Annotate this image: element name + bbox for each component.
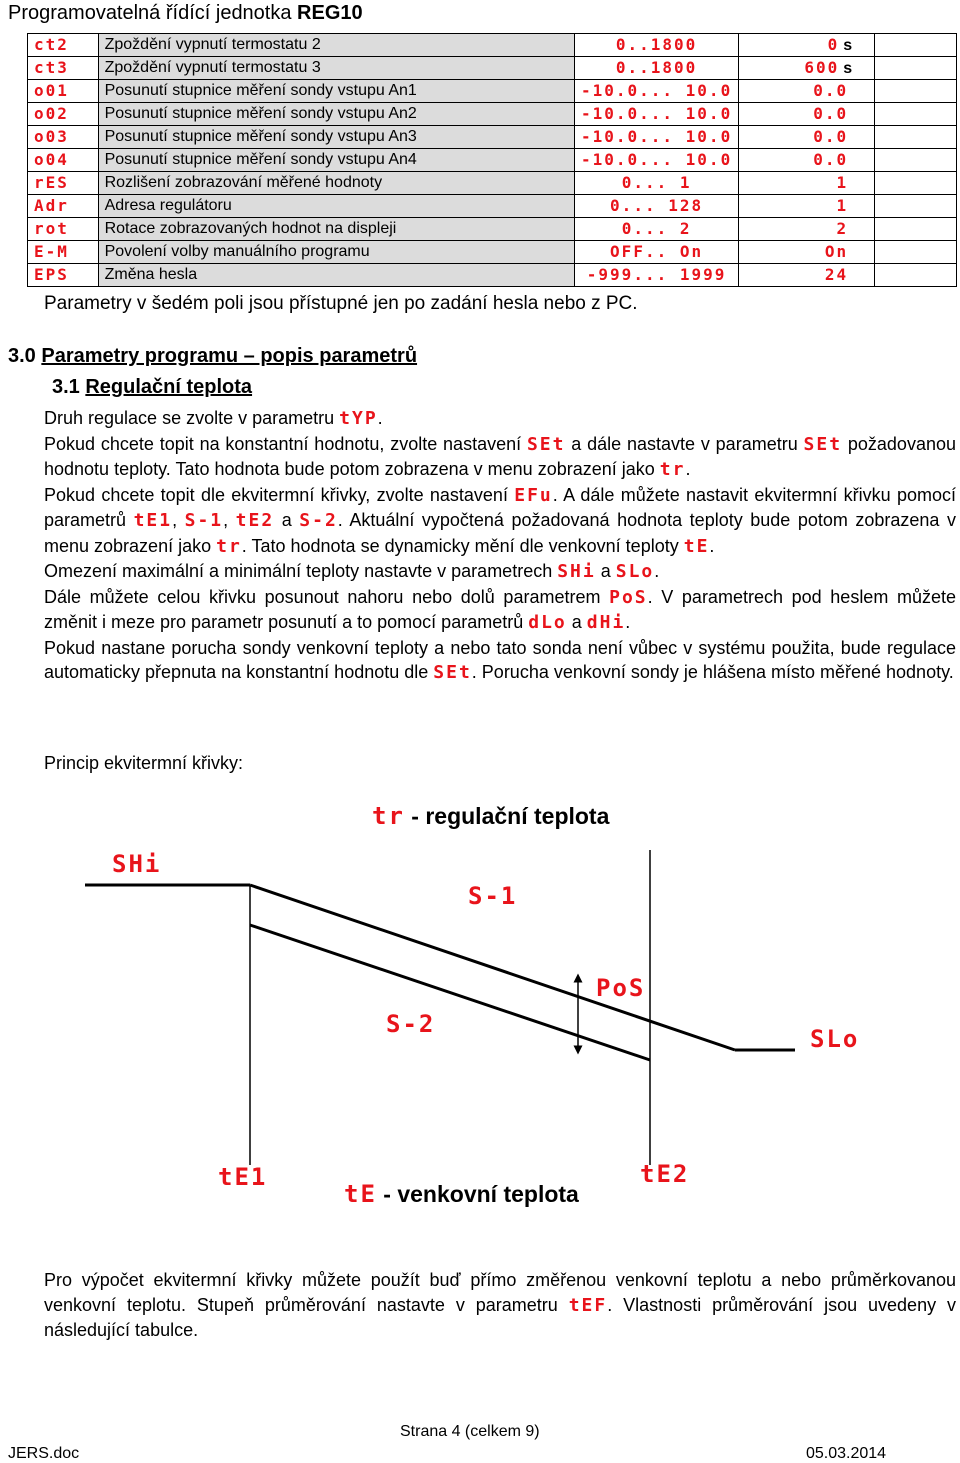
param-default: 0.0 (739, 126, 875, 149)
param-range: -10.0... 10.0 (574, 126, 738, 149)
param-description: Rozlišení zobrazování měřené hodnoty (98, 172, 574, 195)
param-empty-cell (875, 149, 957, 172)
table-row (28, 126, 957, 149)
param-code: o04 (28, 149, 99, 172)
param-range: 0... 128 (574, 195, 738, 218)
paragraph-1: Druh regulace se zvolte v parametru tYP. (44, 408, 383, 429)
param-description: Posunutí stupnice měření sondy vstupu An2 (98, 103, 574, 126)
paragraph-3: Pokud chcete topit dle ekvitermní křivky, zvolte nastavení EFu. A dále můžete nastavit ekvitermní křivku pomocí parametrů tE1, S-1, tE2 a S-2. Aktuální vypočtená požadovaná hodnota teploty bude potom zobrazena v menu zobrazení jako tr. Tato hodnota se dynamicky mění dle venkovní teploty tE. (44, 484, 957, 557)
shi-label: SHi (112, 850, 162, 878)
param-code: ct2 (28, 34, 99, 57)
subsection-heading (52, 376, 252, 399)
param-default: 1 (739, 195, 875, 218)
page-number: Strana 4 (celkem 9) (400, 1423, 540, 1440)
param-range: -999... 1999 (574, 264, 738, 287)
s2-label: S-2 (386, 1010, 436, 1038)
table-row (28, 172, 957, 195)
param-empty-cell (875, 172, 957, 195)
param-code: ct3 (28, 57, 99, 80)
table-row (28, 34, 957, 57)
param-empty-cell (875, 126, 957, 149)
param-empty-cell (875, 241, 957, 264)
param-empty-cell (875, 218, 957, 241)
param-range: 0... 1 (574, 172, 738, 195)
param-default: 0.0 (739, 103, 875, 126)
param-description: Posunutí stupnice měření sondy vstupu An3 (98, 126, 574, 149)
param-description: Posunutí stupnice měření sondy vstupu An1 (98, 80, 574, 103)
table-note: Parametry v šedém poli jsou přístupné jen po zadání hesla nebo z PC. (44, 293, 638, 314)
paragraph-2: Pokud chcete topit na konstantní hodnotu, zvolte nastavení SEt a dále nastavte v parametru SEt požadovanou hodnotu teploty. Tato hodnota bude potom zobrazena v menu zobrazení jako tr. (44, 433, 956, 480)
param-range: OFF.. On (574, 241, 738, 264)
param-default: 1 (739, 172, 875, 195)
param-code: o02 (28, 103, 99, 126)
param-description: Změna hesla (98, 264, 574, 287)
footer-date: 05.03.2014 (806, 1445, 887, 1462)
s1-label: S-1 (468, 882, 518, 910)
table-row (28, 241, 957, 264)
table-row (28, 57, 957, 80)
te2-label: tE2 (640, 1160, 690, 1188)
paragraph-6: Pokud nastane porucha sondy venkovní teploty a nebo tato sonda není vůbec v systému použita, bude regulace automaticky přepnuta na konstantní hodnotu dle SEt. Porucha venkovní sondy je hlášena místo měřené hodnoty. (44, 637, 956, 683)
document-header: Programovatelná řídící jednotka REG10 (8, 2, 363, 24)
parameter-table (27, 33, 957, 287)
param-default: 0.0 (739, 149, 875, 172)
equitherm-curve-diagram (0, 790, 960, 1230)
slo-label: SLo (810, 1025, 860, 1053)
pos-label: PoS (596, 974, 646, 1002)
header-model: REG10 (297, 2, 363, 24)
param-code: rES (28, 172, 99, 195)
param-empty-cell (875, 80, 957, 103)
param-code: E-M (28, 241, 99, 264)
table-row (28, 218, 957, 241)
section-title: Parametry programu – popis parametrů (41, 345, 418, 367)
param-description: Zpoždění vypnutí termostatu 3 (98, 57, 574, 80)
paragraph-7: Pro výpočet ekvitermní křivky můžete použít buď přímo změřenou venkovní teplotu a nebo průměrkovanou venkovní teplotu. Stupeň průměrování nastavte v parametru tEF. Vlastnosti průměrování jsou uvedeny v následující tabulce. (44, 1270, 956, 1340)
param-default: On (739, 241, 875, 264)
param-description: Zpoždění vypnutí termostatu 2 (98, 34, 574, 57)
table-row (28, 264, 957, 287)
param-description: Adresa regulátoru (98, 195, 574, 218)
body-text (44, 406, 956, 686)
section-heading (8, 345, 417, 368)
param-code: Adr (28, 195, 99, 218)
param-description: Povolení volby manuálního programu (98, 241, 574, 264)
param-code: rot (28, 218, 99, 241)
param-range: 0..1800 (574, 34, 738, 57)
param-code: o03 (28, 126, 99, 149)
bottom-text (44, 1268, 956, 1343)
param-range: -10.0... 10.0 (574, 80, 738, 103)
param-description: Posunutí stupnice měření sondy vstupu An4 (98, 149, 574, 172)
diagram-caption: Princip ekvitermní křivky: (44, 753, 244, 773)
subsection-number: 3.1 (52, 376, 86, 398)
paragraph-5: Dále můžete celou křivku posunout nahoru nebo dolů parametrem PoS. V parametrech pod heslem můžete změnit i meze pro parametr posunutí a to pomocí parametrů dLo a dHi. (44, 586, 956, 633)
param-range: -10.0... 10.0 (574, 149, 738, 172)
param-code: EPS (28, 264, 99, 287)
subsection-title: Regulační teplota (85, 376, 253, 398)
param-range: 0..1800 (574, 57, 738, 80)
param-empty-cell (875, 195, 957, 218)
param-empty-cell (875, 57, 957, 80)
param-range: 0... 2 (574, 218, 738, 241)
param-default: 600 s (739, 57, 875, 80)
param-default: 0 s (739, 34, 875, 57)
section-number: 3.0 (8, 345, 42, 367)
curve-line-lower (250, 925, 650, 1060)
param-empty-cell (875, 34, 957, 57)
param-empty-cell (875, 103, 957, 126)
table-row (28, 103, 957, 126)
param-description: Rotace zobrazovaných hodnot na displeji (98, 218, 574, 241)
paragraph-4: Omezení maximální a minimální teploty nastavte v parametrech SHi a SLo. (44, 561, 660, 582)
param-default: 2 (739, 218, 875, 241)
table-row (28, 80, 957, 103)
footer-filename: JERS.doc (8, 1445, 80, 1462)
param-code: o01 (28, 80, 99, 103)
diagram-title-tr: tr - regulační teplota (372, 802, 610, 830)
param-default: 0.0 (739, 80, 875, 103)
table-row (28, 149, 957, 172)
param-range: -10.0... 10.0 (574, 103, 738, 126)
param-empty-cell (875, 264, 957, 287)
param-default: 24 (739, 264, 875, 287)
table-row (28, 195, 957, 218)
te1-label: tE1 (218, 1163, 268, 1191)
diagram-title-te: tE - venkovní teplota (344, 1180, 579, 1208)
